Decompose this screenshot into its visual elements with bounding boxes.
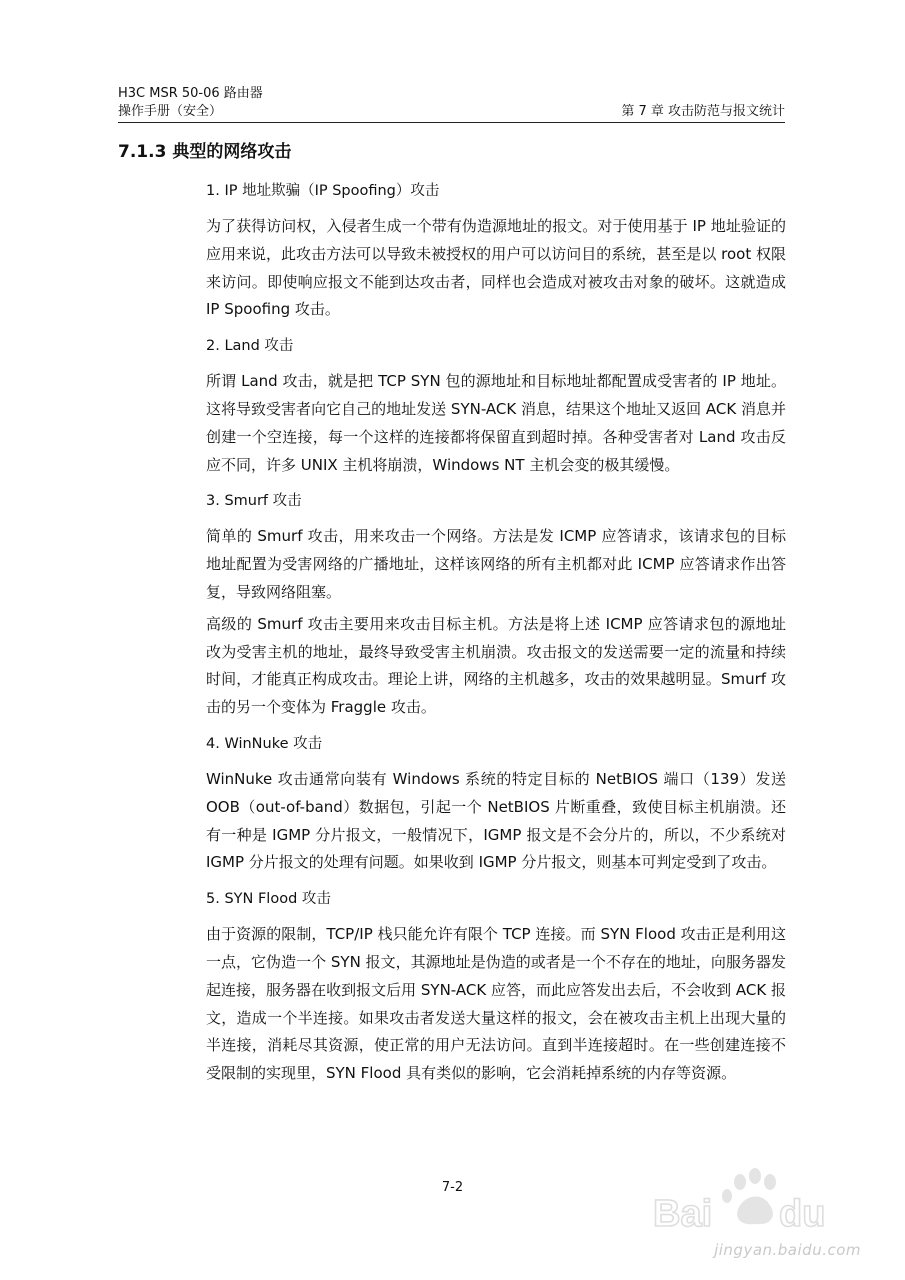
watermark-url: jingyan.baidu.com xyxy=(714,1241,861,1259)
attack-heading: 1. IP 地址欺骗（IP Spoofing）攻击 xyxy=(206,183,440,199)
attack-winnuke xyxy=(206,734,786,877)
attack-paragraph: 简单的 Smurf 攻击，用来攻击一个网络。方法是发 ICMP 应答请求，该请求包的目标地址配置为受害网络的广播地址，这样该网络的所有主机都对此 ICMP 应答请求作出答复，导致网络阻塞。 xyxy=(206,527,786,601)
attack-ip-spoofing xyxy=(206,181,786,324)
attack-heading: 5. SYN Flood 攻击 xyxy=(206,891,331,908)
attack-paragraph: 所谓 Land 攻击，就是把 TCP SYN 包的源地址和目标地址都配置成受害者的 IP 地址。这将导致受害者向它自己的地址发送 SYN-ACK 消息，结果这个地址又返回 ACK 消息并创建一个空连接，每一个这样的连接都将保留直到超时掉。各种受害者对 Land 攻击反应不同，许多 UNIX 主机将崩溃，Windows NT 主机会变的极其缓慢。 xyxy=(206,372,786,474)
page-number: 7-2 xyxy=(441,1180,464,1195)
attack-syn-flood xyxy=(206,889,786,1088)
manual-title: 操作手册（安全） xyxy=(118,104,223,119)
attack-heading: 3. Smurf 攻击 xyxy=(206,493,302,510)
watermark-brand-du: du xyxy=(779,1193,826,1235)
attack-paragraph: 高级的 Smurf 攻击主要用来攻击目标主机。方法是将上述 ICMP 应答请求包的源地址改为受害主机的地址，最终导致受害主机崩溃。攻击报文的发送需要一定的流量和持续时间，才能真正构成攻击。理论上讲，网络的主机越多，攻击的效果越明显。Smurf 攻击的另一个变体为 Fraggle 攻击。 xyxy=(206,614,786,717)
watermark-brand: Bai xyxy=(653,1193,713,1235)
attack-paragraph: WinNuke 攻击通常向装有 Windows 系统的特定目标的 NetBIOS 端口（139）发送 OOB（out-of-band）数据包，引起一个 NetBIOS 片断重叠，致使目标主机崩溃。还有一种是 IGMP 分片报文，一般情况下，IGMP 报文是不会分片的，所以，不少系统对 IGMP 分片报文的处理有问题。如果收到 IGMP 分片报文，则基本可判定受到了攻击。 xyxy=(206,769,786,872)
baidu-paw-icon xyxy=(722,1168,776,1224)
header-divider xyxy=(118,122,785,123)
attack-smurf xyxy=(206,491,786,722)
attack-paragraph: 为了获得访问权，入侵者生成一个带有伪造源地址的报文。对于使用基于 IP 地址验证的应用来说，此攻击方法可以导致未被授权的用户可以访问目的系统，甚至是以 root 权限来访问。即使响应报文不能到达攻击者，同样也会造成对被攻击对象的破坏。这就造成 IP Spoofing 攻击。 xyxy=(206,217,786,319)
product-name: H3C MSR 50-06 路由器 xyxy=(118,86,263,101)
attack-heading: 2. Land 攻击 xyxy=(206,338,294,355)
attack-list xyxy=(206,181,786,1100)
attack-paragraph: 由于资源的限制，TCP/IP 栈只能允许有限个 TCP 连接。而 SYN Flood 攻击正是利用这一点，它伪造一个 SYN 报文，其源地址是伪造的或者是一个不存在的地址，向服务器发起连接，服务器在收到报文后用 SYN-ACK 应答，而此应答发出去后，不会收到 ACK 报文，造成一个半连接。如果攻击者发送大量这样的报文，会在被攻击主机上出现大量的半连接，消耗尽其资源，使正常的用户无法访问。直到半连接超时。在一些创建连接不受限制的实现里，SYN Flood 具有类似的影响，它会消耗掉系统的内存等资源。 xyxy=(206,925,786,1083)
attack-land xyxy=(206,336,786,479)
page-header xyxy=(118,86,785,122)
section-title: 7.1.3 典型的网络攻击 xyxy=(118,142,292,162)
chapter-title: 第 7 章 攻击防范与报文统计 xyxy=(621,104,785,119)
attack-heading: 4. WinNuke 攻击 xyxy=(206,735,323,752)
